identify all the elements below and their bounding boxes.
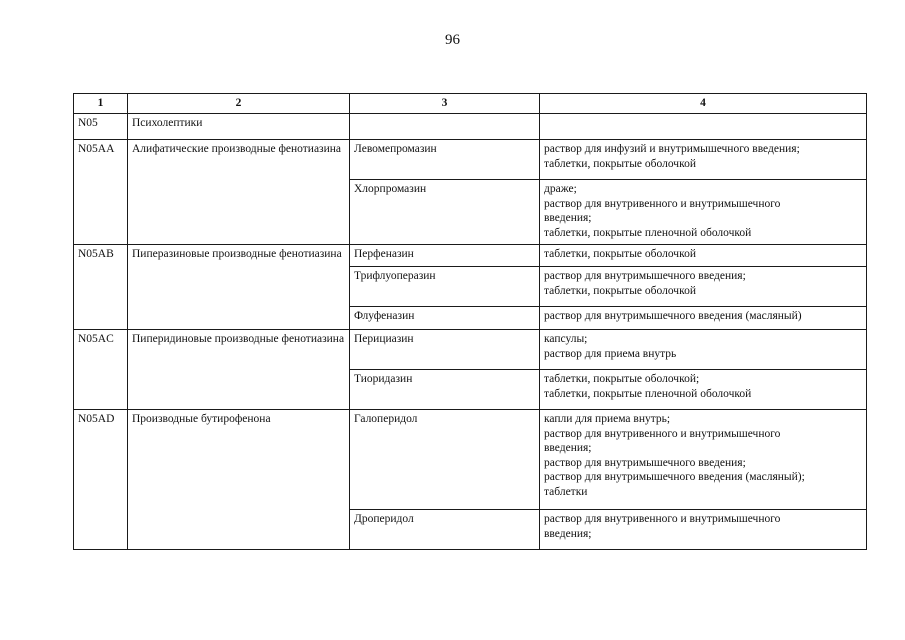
dosage-form-line: раствор для внутримышечного введения;: [544, 270, 746, 282]
atc-code-cell: [74, 410, 128, 550]
dosage-form-line: раствор для внутримышечного введения (масляный): [544, 310, 802, 322]
drug-name: Галоперидол: [354, 413, 418, 425]
atc-code: N05: [78, 117, 98, 129]
dosage-form-line: капли для приема внутрь;: [544, 413, 671, 425]
dosage-forms-cell: [540, 267, 867, 307]
group-name: Психолептики: [132, 117, 203, 129]
drug-name-cell: [350, 330, 540, 370]
dosage-form-line: введения;: [544, 212, 592, 225]
column-header: 1: [74, 94, 128, 114]
dosage-forms-cell: [540, 245, 867, 267]
group-name-cell: [128, 140, 350, 245]
table-row: [74, 114, 867, 140]
drug-table: [73, 93, 867, 550]
atc-code: N05AC: [78, 333, 114, 345]
drug-name: Левомепромазин: [354, 143, 437, 155]
atc-code: N05AB: [78, 248, 114, 260]
column-header: 3: [350, 94, 540, 114]
drug-name: Тиоридазин: [354, 373, 413, 385]
table-header-row: [74, 94, 867, 114]
dosage-form-line: раствор для внутримышечного введения;: [544, 456, 746, 469]
drug-name-cell: [350, 267, 540, 307]
dosage-forms-cell: [540, 140, 867, 180]
dosage-form-line: таблетки, покрытые оболочкой: [544, 248, 696, 260]
dosage-form-line: драже;: [544, 183, 577, 195]
column-header: 2: [128, 94, 350, 114]
dosage-form-line: раствор для внутривенного и внутримышечного: [544, 513, 781, 525]
dosage-form-line: таблетки: [544, 485, 588, 498]
dosage-form-line: таблетки, покрытые оболочкой: [544, 284, 696, 297]
group-name-cell: [128, 410, 350, 550]
drug-name-cell: [350, 307, 540, 330]
drug-name: Перициазин: [354, 333, 414, 345]
dosage-forms-cell: [540, 510, 867, 550]
dosage-form-line: таблетки, покрытые оболочкой: [544, 157, 696, 170]
group-name-cell: [128, 114, 350, 140]
column-header: 4: [540, 94, 867, 114]
drug-name-cell: [350, 510, 540, 550]
drug-name: Флуфеназин: [354, 310, 415, 322]
atc-code-cell: [74, 140, 128, 245]
dosage-forms-cell: [540, 307, 867, 330]
atc-code: N05AA: [78, 143, 115, 155]
drug-name-cell: [350, 410, 540, 510]
dosage-forms-cell: [540, 330, 867, 370]
group-name-cell: [128, 245, 350, 330]
dosage-form-line: раствор для внутривенного и внутримышечного: [544, 427, 781, 440]
drug-name-cell: [350, 245, 540, 267]
group-name: Производные бутирофенона: [132, 413, 271, 425]
table-row: [74, 330, 867, 370]
drug-name: Перфеназин: [354, 248, 414, 260]
atc-code-cell: [74, 114, 128, 140]
group-name-cell: [128, 330, 350, 410]
dosage-forms-cell: [540, 180, 867, 245]
table-row: [74, 245, 867, 267]
drug-name-cell: [350, 180, 540, 245]
atc-code: N05AD: [78, 413, 115, 425]
group-name: Пиперазиновые производные фенотиазина: [132, 248, 342, 260]
table-row: [74, 140, 867, 180]
group-name: Пиперидиновые производные фенотиазина: [132, 333, 345, 345]
dosage-forms-cell: [540, 370, 867, 410]
dosage-form-line: раствор для внутримышечного введения (масляный);: [544, 471, 805, 484]
drug-name-cell: [350, 140, 540, 180]
drug-name-cell: [350, 114, 540, 140]
drug-name-cell: [350, 370, 540, 410]
dosage-forms-cell: [540, 410, 867, 510]
dosage-form-line: раствор для приема внутрь: [544, 347, 677, 360]
group-name: Алифатические производные фенотиазина: [132, 143, 342, 155]
dosage-form-line: таблетки, покрытые оболочкой;: [544, 373, 700, 385]
dosage-form-line: таблетки, покрытые пленочной оболочкой: [544, 387, 752, 400]
page-number: 96: [445, 32, 460, 48]
drug-name: Трифлуоперазин: [354, 270, 436, 282]
dosage-form-line: капсулы;: [544, 333, 588, 345]
dosage-form-line: таблетки, покрытые пленочной оболочкой: [544, 226, 752, 239]
drug-name: Дроперидол: [354, 513, 414, 525]
dosage-form-line: введения;: [544, 527, 592, 540]
dosage-forms-cell: [540, 114, 867, 140]
table-row: [74, 410, 867, 510]
atc-code-cell: [74, 245, 128, 330]
atc-code-cell: [74, 330, 128, 410]
drug-name: Хлорпромазин: [354, 183, 427, 195]
dosage-form-line: раствор для внутривенного и внутримышечного: [544, 197, 781, 210]
dosage-form-line: введения;: [544, 442, 592, 455]
dosage-form-line: раствор для инфузий и внутримышечного введения;: [544, 143, 800, 155]
